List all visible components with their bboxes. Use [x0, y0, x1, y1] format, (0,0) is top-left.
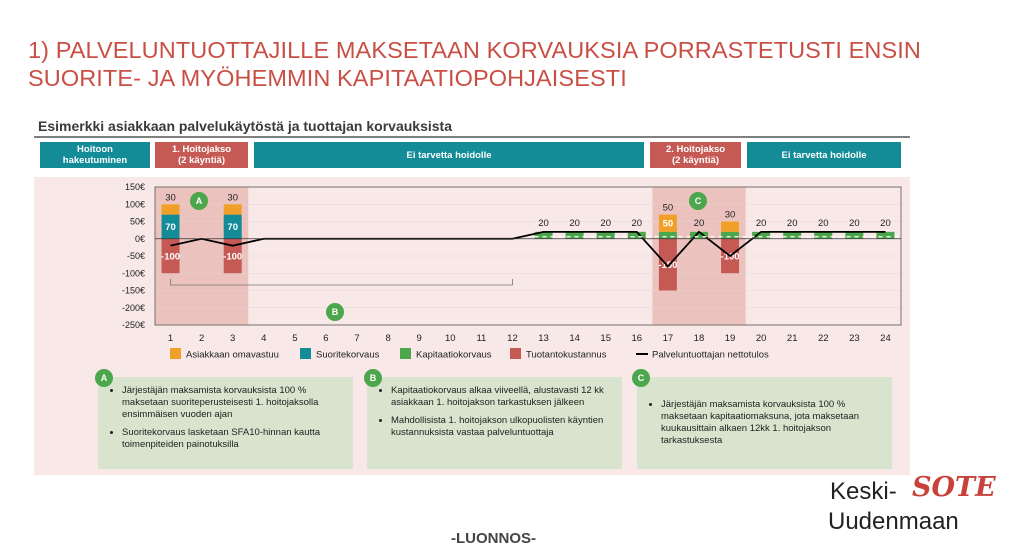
chart-subtitle: Esimerkki asiakkaan palvelukäytöstä ja tuottajan korvauksista	[38, 118, 452, 134]
data-label: 70	[227, 222, 238, 234]
band-5-label: Ei tarvetta hoidolle	[781, 149, 867, 161]
data-label: 50	[662, 218, 674, 230]
legend-label: Suoritekorvaus	[316, 349, 380, 361]
data-label-kustannus: -150	[658, 260, 678, 272]
bar-kapitaatiokorvaus	[876, 232, 894, 239]
logo-sote: SOTE	[912, 472, 996, 503]
band-2-line-2: (2 käyntiä)	[178, 155, 225, 166]
x-tick-label: 14	[569, 333, 580, 344]
y-tick-label: -250€	[121, 320, 145, 330]
bar-kapitaatiokorvaus	[597, 232, 615, 239]
data-label-kustannus: -100	[161, 251, 181, 263]
bar-kapitaatiokorvaus	[845, 232, 863, 239]
note-a-badge: A	[95, 369, 113, 387]
data-label-kapitaatio: 20	[600, 217, 611, 229]
draft-footer: -LUONNOS-	[451, 530, 536, 547]
data-label-kapitaatio: 20	[755, 217, 767, 229]
bar-kapitaatiokorvaus	[783, 232, 801, 239]
data-label-kapitaatio: 20	[569, 217, 580, 229]
title-line-2: SUORITE- JA MYÖHEMMIN KAPITAATIOPOHJAISESTI	[28, 65, 627, 91]
data-label-kustannus: -100	[720, 251, 740, 263]
x-tick-label: 15	[600, 333, 611, 344]
legend-swatch	[300, 348, 311, 359]
data-label-kapitaatio: 20	[786, 217, 798, 229]
data-label-kapitaatio: 20	[818, 217, 829, 229]
data-label-kapitaatio: 20	[693, 217, 705, 229]
note-a	[98, 377, 353, 469]
y-tick-label: -200€	[121, 302, 145, 313]
y-tick-label: -100€	[121, 268, 145, 279]
note-b-badge: B	[364, 369, 382, 387]
data-label-kapitaatio: 20	[849, 217, 860, 229]
x-tick-label: 7	[354, 333, 360, 344]
note-c-badge: C	[632, 369, 650, 387]
note-a-item-1: • Järjestäjän maksamista korvauksista 100 % maksetaan suoriteperusteisesti 1. hoitojaksolla ensimmäisen vuoden ajan	[122, 385, 343, 421]
x-tick-label: 11	[476, 333, 487, 344]
data-label-omavastuu: 30	[165, 192, 176, 204]
bar-asiakkaan-omavastuu	[162, 204, 180, 214]
x-tick-label: 12	[507, 333, 518, 344]
y-tick-label: 0€	[134, 233, 145, 244]
note-b-item-2: • Mahdollisista 1. hoitojakson ulkopuolisten käyntien kustannuksista vastaa palveluntuottaja	[391, 415, 612, 439]
x-tick-label: 6	[323, 333, 329, 344]
bar-kapitaatiokorvaus	[814, 232, 832, 239]
data-label-kustannus: -100	[223, 251, 243, 263]
note-b	[367, 377, 622, 469]
y-tick-label: -150€	[121, 285, 145, 296]
band-2-line-1: 1. Hoitojakso	[171, 144, 232, 155]
x-tick-label: 16	[631, 333, 643, 344]
legend-label: Tuotantokustannus	[526, 349, 607, 361]
marker-b: B	[326, 303, 344, 321]
note-b-item-1: • Kapitaatiokorvaus alkaa viiveellä, alustavasti 12 kk asiakkaan 1. hoitojakson tarkastuksen jälkeen	[391, 385, 612, 409]
title-line-1: 1) PALVELUNTUOTTAJILLE MAKSETAAN KORVAUKSIA PORRASTETUSTI ENSIN	[28, 37, 921, 63]
x-tick-label: 8	[385, 333, 391, 344]
band-4-line-2: (2 käyntiä)	[672, 155, 719, 166]
x-tick-label: 9	[416, 333, 422, 344]
bar-kapitaatiokorvaus	[566, 232, 584, 239]
band-1-line-2: hakeutuminen	[62, 155, 128, 166]
data-label-omavastuu: 30	[724, 209, 736, 221]
x-tick-label: 21	[786, 333, 798, 344]
x-tick-label: 13	[538, 333, 549, 344]
y-tick-label: -50€	[126, 251, 145, 261]
band-4-line-1: 2. Hoitojakso	[665, 144, 726, 155]
band-1-line-1: Hoitoon	[77, 144, 113, 155]
bar-kapitaatiokorvaus	[659, 232, 677, 239]
y-tick-label: 100€	[124, 199, 145, 210]
note-a-item-2: • Suoritekorvaus lasketaan SFA10-hinnan kautta toimenpiteiden painotuksilla	[122, 427, 343, 451]
legend-swatch	[510, 348, 521, 359]
x-tick-label: 20	[755, 333, 767, 344]
x-tick-label: 2	[198, 333, 205, 344]
bar-kapitaatiokorvaus	[721, 232, 739, 239]
legend-label: Kapitaatiokorvaus	[416, 349, 492, 361]
x-tick-label: 17	[662, 333, 674, 344]
logo-keski: Keski-	[830, 478, 897, 505]
legend-label: Asiakkaan omavastuu	[186, 349, 279, 361]
x-tick-label: 24	[880, 333, 891, 344]
y-tick-label: 50€	[129, 216, 145, 227]
legend-label: Palveluntuottajan nettotulos	[652, 349, 769, 361]
x-tick-label: 5	[292, 333, 298, 344]
data-label-kapitaatio: 20	[880, 217, 891, 229]
y-tick-label: 150€	[124, 182, 145, 192]
x-tick-label: 10	[445, 333, 456, 344]
x-tick-label: 1	[167, 333, 174, 344]
data-label: 70	[165, 222, 176, 234]
legend-swatch	[170, 348, 181, 359]
marker-a: A	[190, 192, 208, 210]
data-label-kapitaatio: 20	[631, 217, 643, 229]
note-c-item-1: • Järjestäjän maksamista korvauksista 100 % maksetaan kapitaatiomaksuna, jota maksetaan kuukausittain alkaen 12kk 1. hoitojakson tarkastuksesta	[661, 399, 882, 447]
data-label-omavastuu: 30	[227, 192, 238, 204]
x-tick-label: 4	[261, 333, 267, 344]
x-tick-label: 23	[849, 333, 860, 344]
legend-swatch	[400, 348, 411, 359]
x-tick-label: 19	[724, 333, 736, 344]
bar-asiakkaan-omavastuu	[224, 204, 242, 214]
data-label-omavastuu: 50	[662, 202, 674, 214]
data-label-kapitaatio: 20	[538, 217, 549, 229]
x-tick-label: 22	[818, 333, 829, 344]
marker-c: C	[689, 192, 707, 210]
x-tick-label: 18	[693, 333, 705, 344]
band-3-label: Ei tarvetta hoidolle	[406, 149, 492, 161]
bar-asiakkaan-omavastuu	[721, 222, 739, 232]
logo-uudenmaan: Uudenmaan	[828, 508, 959, 535]
note-c	[637, 377, 892, 469]
x-tick-label: 3	[230, 333, 236, 344]
